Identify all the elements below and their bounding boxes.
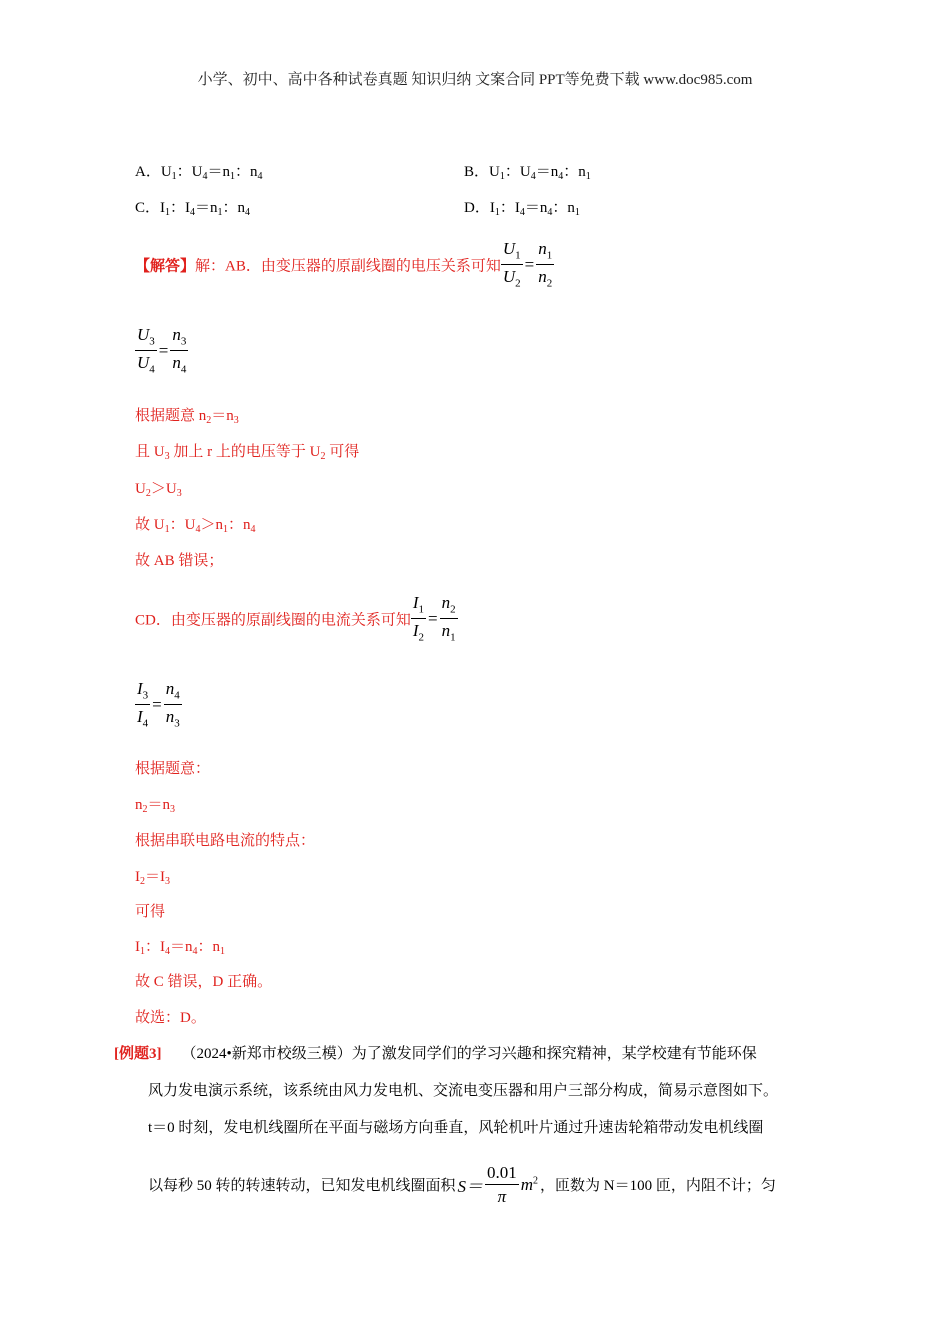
line-u2-gt-u3: $U_2>U_3$ <box>135 481 182 499</box>
line-i1-i4: $I_1$：$I_4=n_4$：$n_1$ <box>135 939 226 957</box>
line-u1-u4-gt: 故 $U_1$：$U_4>n_1$：$n_4$ <box>135 517 256 535</box>
line-so: 可得 <box>135 904 166 920</box>
example-line-3: t＝0 时刻，发电机线圈所在平面与磁场方向垂直，风轮机叶片通过升速齿轮箱带动发电机线圈 <box>148 1120 764 1136</box>
eq-u3-u4: $\frac{U_3}{U_4}$ = $\frac{n_3}{n_4}$ <box>137 325 187 376</box>
line-choose: 故选：D。 <box>135 1010 206 1026</box>
line-ab-wrong: 故 AB 错误； <box>135 553 224 569</box>
option-d: D．$I_1$：$I_4=n_4$：$n_1$ <box>464 200 580 218</box>
line-series: 根据串联电路电流的特点： <box>135 833 316 849</box>
fraction-i1-i2: $\frac{I_1}{I_2}$ <box>412 593 425 644</box>
answer-tag: 【解答】 <box>135 258 196 275</box>
option-c: C．$I_1$：$I_4=n_1$：$n_4$ <box>135 200 251 218</box>
line-by-topic: 根据题意： <box>135 761 211 777</box>
page-header: 小学、初中、高中各种试卷真题 知识归纳 文案合同 PPT等免费下载 www.doc985.com <box>197 72 753 88</box>
example-line-1: [例题3] （2024•新郑市校级三模）为了激发同学们的学习兴趣和探究精神，某学校建有节能环保 <box>114 1046 757 1062</box>
option-b: B．$U_1$：$U_4=n_4$：$n_1$ <box>464 164 591 182</box>
example-tag: [例题3] <box>114 1046 162 1062</box>
line-u3-voltage: 且 $U_3$ 加上 r 上的电压等于 $U_2$ 可得 <box>135 444 360 462</box>
example-line-2: 风力发电演示系统，该系统由风力发电机、交流电变压器和用户三部分构成，简易示意图如下。 <box>148 1083 779 1099</box>
line-n2-eq-n3: 根据题意 $n_2=n_3$ <box>135 408 239 426</box>
line-n2n3-b: $n_2=n_3$ <box>135 797 176 815</box>
fraction-area: $\frac{0.01}{\pi}$ <box>487 1163 517 1206</box>
fraction-n2-n1: $\frac{n_2}{n_1}$ <box>441 593 456 644</box>
option-a: A．$U_1$：$U_4=n_1$：$n_4$ <box>135 164 263 182</box>
fraction-u1-u2: $\frac{U_1}{U_2}$ <box>502 239 521 290</box>
fraction-n1-n2: $\frac{n_1}{n_2}$ <box>538 239 553 290</box>
example-line-4: 以每秒 50 转的转速转动，已知发电机线圈面积 S＝ $\frac{0.01}{\pi}$ $m^2$ ，匝数为 N＝100 匝，内阻不计；匀 <box>148 1163 776 1206</box>
eq-i3-i4: $\frac{I_3}{I_4}$ = $\frac{n_4}{n_3}$ <box>137 679 180 730</box>
answer-intro: 【解答】解：AB．由变压器的原副线圈的电压关系可知 $\frac{U_1}{U_2}$ = $\frac{n_1}{n_2}$ <box>135 239 553 290</box>
answer-cd-intro: CD．由变压器的原副线圈的电流关系可知 $\frac{I_1}{I_2}$ = $\frac{n_2}{n_1}$ <box>135 593 456 644</box>
line-i2-eq-i3: $I_2=I_3$ <box>135 869 170 887</box>
line-c-wrong: 故 C 错误，D 正确。 <box>135 974 273 990</box>
